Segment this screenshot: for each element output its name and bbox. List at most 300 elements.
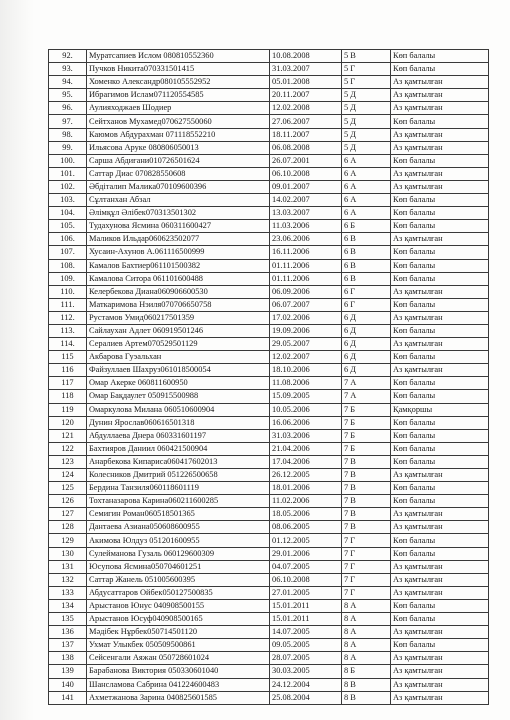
birth-date: 10.05.2006 (270, 403, 342, 416)
status-cell: Аз қамтылған (391, 560, 489, 573)
student-name-id: Пучков Никита070331501415 (87, 63, 270, 76)
student-name-id: Сейсенгали Аяжан 050728601024 (87, 652, 270, 665)
status-cell: Көп балалы (391, 207, 489, 220)
status-cell: Аз қамтылған (391, 167, 489, 180)
student-roster-table (48, 49, 489, 705)
table-row (49, 128, 489, 141)
status-cell: Көп балалы (391, 377, 489, 390)
class-cell: 6 А (342, 194, 391, 207)
status-cell: Көп балалы (391, 482, 489, 495)
class-cell: 6 А (342, 207, 391, 220)
birth-date: 26.12.2005 (270, 469, 342, 482)
row-number: 100. (49, 154, 87, 167)
row-number: 93. (49, 63, 87, 76)
birth-date: 09.01.2007 (270, 180, 342, 193)
status-cell: Аз қамтылған (391, 89, 489, 102)
row-number: 111. (49, 298, 87, 311)
student-name-id: Ахметжанова Зарина 040825601585 (87, 691, 270, 704)
table-row (49, 298, 489, 311)
status-cell: Көп балалы (391, 455, 489, 468)
table-row (49, 311, 489, 324)
birth-date: 04.07.2005 (270, 560, 342, 573)
class-cell: 6 Д (342, 351, 391, 364)
student-name-id: Шансламова Сабрина 041224600483 (87, 678, 270, 691)
student-name-id: Сайлаухан Адлет 060919501246 (87, 324, 270, 337)
student-name-id: Арыстанов Юнус 040908500155 (87, 599, 270, 612)
status-cell: Көп балалы (391, 50, 489, 63)
table-row (49, 115, 489, 128)
class-cell: 8 А (342, 639, 391, 652)
student-name-id: Әбдіталип Малика070109600396 (87, 180, 270, 193)
birth-date: 18.05.2006 (270, 508, 342, 521)
table-row (49, 194, 489, 207)
status-cell: Аз қамтылған (391, 102, 489, 115)
table-row (49, 63, 489, 76)
student-name-id: Маликов Ильдар060623502077 (87, 233, 270, 246)
status-cell: Аз қамтылған (391, 652, 489, 665)
class-cell: 7 Б (342, 416, 391, 429)
status-cell: Аз қамтылған (391, 364, 489, 377)
student-name-id: Маткаримова Нэиля070706650758 (87, 298, 270, 311)
table-row (49, 377, 489, 390)
birth-date: 31.03.2007 (270, 63, 342, 76)
birth-date: 09.05.2005 (270, 639, 342, 652)
row-number: 122 (49, 442, 87, 455)
status-cell: Аз қамтылған (391, 626, 489, 639)
birth-date: 28.07.2005 (270, 652, 342, 665)
student-name-id: Әлімқұл Әлібек070313501302 (87, 207, 270, 220)
status-cell: Көп балалы (391, 442, 489, 455)
status-cell: Аз қамтылған (391, 285, 489, 298)
table-row (49, 469, 489, 482)
class-cell: 6 В (342, 246, 391, 259)
row-number: 127 (49, 508, 87, 521)
student-name-id: Ильясова Аруке 080806050013 (87, 141, 270, 154)
row-number: 110. (49, 285, 87, 298)
row-number: 131 (49, 560, 87, 573)
row-number: 118 (49, 390, 87, 403)
student-name-id: Камалова Ситора 061101600488 (87, 272, 270, 285)
table-row (49, 220, 489, 233)
class-cell: 7 Б (342, 429, 391, 442)
status-cell: Аз қамтылған (391, 573, 489, 586)
table-row (49, 102, 489, 115)
class-cell: 7 Г (342, 573, 391, 586)
table-row (49, 573, 489, 586)
class-cell: 5 Д (342, 102, 391, 115)
status-cell: Аз қамтылған (391, 691, 489, 704)
student-name-id: Бердина Танзиля060118601119 (87, 482, 270, 495)
birth-date: 06.08.2008 (270, 141, 342, 154)
status-cell: Көп балалы (391, 613, 489, 626)
status-cell: Көп балалы (391, 220, 489, 233)
status-cell: Көп балалы (391, 534, 489, 547)
table-row (49, 547, 489, 560)
birth-date: 25.08.2004 (270, 691, 342, 704)
birth-date: 20.11.2007 (270, 89, 342, 102)
birth-date: 01.12.2005 (270, 534, 342, 547)
student-name-id: Аулияходжаев Шодиер (87, 102, 270, 115)
student-name-id: Каюмов Абдурахман 071118552210 (87, 128, 270, 141)
birth-date: 31.03.2006 (270, 429, 342, 442)
student-name-id: Сералиев Артем070529501129 (87, 338, 270, 351)
table-row (49, 416, 489, 429)
table-row (49, 639, 489, 652)
birth-date: 18.11.2007 (270, 128, 342, 141)
class-cell: 5 Д (342, 128, 391, 141)
roster-body (49, 50, 489, 705)
class-cell: 7 В (342, 521, 391, 534)
status-cell: Аз қамтылған (391, 678, 489, 691)
class-cell: 6 В (342, 259, 391, 272)
table-row (49, 508, 489, 521)
birth-date: 01.11.2006 (270, 272, 342, 285)
row-number: 105. (49, 220, 87, 233)
student-name-id: Абдуллаева Днера 060331601197 (87, 429, 270, 442)
status-cell: Көп балалы (391, 351, 489, 364)
status-cell: Көп балалы (391, 390, 489, 403)
class-cell: 7 В (342, 508, 391, 521)
row-number: 107. (49, 246, 87, 259)
table-row (49, 167, 489, 180)
student-name-id: Сарша Абдиғани010726501624 (87, 154, 270, 167)
table-row (49, 154, 489, 167)
status-cell: Аз қамтылған (391, 521, 489, 534)
table-row (49, 324, 489, 337)
row-number: 98. (49, 128, 87, 141)
row-number: 129 (49, 534, 87, 547)
row-number: 121 (49, 429, 87, 442)
table-row (49, 180, 489, 193)
table-row (49, 482, 489, 495)
class-cell: 8 А (342, 652, 391, 665)
row-number: 92. (49, 50, 87, 63)
birth-date: 14.02.2007 (270, 194, 342, 207)
class-cell: 7 Г (342, 586, 391, 599)
row-number: 117 (49, 377, 87, 390)
status-cell: Аз қамтылған (391, 128, 489, 141)
status-cell: Аз қамтылған (391, 508, 489, 521)
table-row (49, 285, 489, 298)
birth-date: 11.02.2006 (270, 495, 342, 508)
class-cell: 5 В (342, 50, 391, 63)
table-row (49, 233, 489, 246)
class-cell: 6 Г (342, 285, 391, 298)
status-cell: Көп балалы (391, 298, 489, 311)
student-name-id: Омар Акерке 060811600950 (87, 377, 270, 390)
class-cell: 6 А (342, 167, 391, 180)
student-name-id: Акбарова Гуэальхан (87, 351, 270, 364)
row-number: 134 (49, 599, 87, 612)
student-name-id: Абдусаттаров Ойбек050127500835 (87, 586, 270, 599)
row-number: 109. (49, 272, 87, 285)
table-row (49, 89, 489, 102)
class-cell: 8 В (342, 678, 391, 691)
row-number: 95. (49, 89, 87, 102)
student-name-id: Барабанова Виктория 050330601040 (87, 665, 270, 678)
status-cell: Көп балалы (391, 259, 489, 272)
birth-date: 30.03.2005 (270, 665, 342, 678)
table-row (49, 141, 489, 154)
birth-date: 16.06.2006 (270, 416, 342, 429)
class-cell: 7 А (342, 377, 391, 390)
row-number: 101. (49, 167, 87, 180)
class-cell: 7 Г (342, 560, 391, 573)
status-cell: Көп балалы (391, 154, 489, 167)
class-cell: 5 Г (342, 63, 391, 76)
class-cell: 7 Г (342, 547, 391, 560)
table-row (49, 586, 489, 599)
student-name-id: Сейтханов Мухамед070627550060 (87, 115, 270, 128)
row-number: 124 (49, 469, 87, 482)
birth-date: 06.10.2008 (270, 167, 342, 180)
table-row (49, 534, 489, 547)
student-name-id: Саттар Диас 070828550608 (87, 167, 270, 180)
table-row (49, 560, 489, 573)
birth-date: 15.01.2011 (270, 613, 342, 626)
class-cell: 7 А (342, 390, 391, 403)
row-number: 136 (49, 626, 87, 639)
student-name-id: Муратсапиев Ислом 080810552360 (87, 50, 270, 63)
birth-date: 06.07.2007 (270, 298, 342, 311)
student-name-id: Мәдібек Нұрбек050714501120 (87, 626, 270, 639)
class-cell: 8 В (342, 691, 391, 704)
row-number: 138 (49, 652, 87, 665)
birth-date: 05.01.2008 (270, 76, 342, 89)
status-cell: Көп балалы (391, 416, 489, 429)
row-number: 116 (49, 364, 87, 377)
student-name-id: Семигин Роман060518501365 (87, 508, 270, 521)
table-row (49, 364, 489, 377)
student-name-id: Дунин Ярослав060616501318 (87, 416, 270, 429)
student-name-id: Анарбекова Кипарисa060417602013 (87, 455, 270, 468)
birth-date: 18.10.2006 (270, 364, 342, 377)
birth-date: 08.06.2005 (270, 521, 342, 534)
status-cell: Аз қамтылған (391, 76, 489, 89)
table-row (49, 455, 489, 468)
student-name-id: Арыстанов Юсуф040908500165 (87, 613, 270, 626)
birth-date: 12.02.2008 (270, 102, 342, 115)
birth-date: 11.08.2006 (270, 377, 342, 390)
row-number: 132 (49, 573, 87, 586)
row-number: 120 (49, 416, 87, 429)
row-number: 112. (49, 311, 87, 324)
row-number: 123 (49, 455, 87, 468)
student-name-id: Колесников Дмитрий 051226500658 (87, 469, 270, 482)
birth-date: 01.11.2006 (270, 259, 342, 272)
row-number: 97. (49, 115, 87, 128)
table-row (49, 259, 489, 272)
row-number: 102. (49, 180, 87, 193)
table-row (49, 390, 489, 403)
birth-date: 27.01.2005 (270, 586, 342, 599)
birth-date: 27.06.2007 (270, 115, 342, 128)
student-name-id: Омаркулова Милана 060510600904 (87, 403, 270, 416)
table-row (49, 272, 489, 285)
class-cell: 6 А (342, 180, 391, 193)
birth-date: 18.01.2006 (270, 482, 342, 495)
status-cell: Аз қамтылған (391, 586, 489, 599)
table-row (49, 665, 489, 678)
birth-date: 10.08.2008 (270, 50, 342, 63)
row-number: 128 (49, 521, 87, 534)
status-cell: Қамқоршы (391, 403, 489, 416)
student-name-id: Файзуллаев Шахруз061018500054 (87, 364, 270, 377)
student-name-id: Ибрагимов Ислам071120554585 (87, 89, 270, 102)
row-number: 96. (49, 102, 87, 115)
student-name-id: Сұлтанхан Абзал (87, 194, 270, 207)
table-row (49, 652, 489, 665)
student-name-id: Камалов Бахтиер061101500382 (87, 259, 270, 272)
status-cell: Көп балалы (391, 324, 489, 337)
table-row (49, 50, 489, 63)
row-number: 135 (49, 613, 87, 626)
student-name-id: Юсупова Ясмина050704601251 (87, 560, 270, 573)
status-cell: Көп балалы (391, 272, 489, 285)
table-row (49, 442, 489, 455)
row-number: 113. (49, 324, 87, 337)
birth-date: 06.09.2006 (270, 285, 342, 298)
class-cell: 5 Г (342, 76, 391, 89)
class-cell: 8 А (342, 626, 391, 639)
class-cell: 7 Б (342, 403, 391, 416)
status-cell: Көп балалы (391, 639, 489, 652)
row-number: 139 (49, 665, 87, 678)
student-name-id: Сулейманова Гузаль 060129600309 (87, 547, 270, 560)
row-number: 114. (49, 338, 87, 351)
class-cell: 5 Д (342, 141, 391, 154)
class-cell: 7 В (342, 495, 391, 508)
status-cell: Аз қамтылған (391, 311, 489, 324)
row-number: 130 (49, 547, 87, 560)
class-cell: 6 Д (342, 338, 391, 351)
table-row (49, 613, 489, 626)
table-row (49, 351, 489, 364)
class-cell: 6 А (342, 154, 391, 167)
birth-date: 23.06.2006 (270, 233, 342, 246)
class-cell: 8 Б (342, 665, 391, 678)
class-cell: 7 Б (342, 442, 391, 455)
birth-date: 24.12.2004 (270, 678, 342, 691)
status-cell: Көп балалы (391, 246, 489, 259)
status-cell: Аз қамтылған (391, 469, 489, 482)
class-cell: 6 В (342, 233, 391, 246)
scan-edge-shadow (0, 0, 34, 720)
table-row (49, 626, 489, 639)
table-row (49, 678, 489, 691)
row-number: 140 (49, 678, 87, 691)
student-name-id: Тудахунова Ясмина 060311600427 (87, 220, 270, 233)
student-name-id: Хоменко Александр080105552952 (87, 76, 270, 89)
class-cell: 6 Д (342, 364, 391, 377)
birth-date: 06.10.2008 (270, 573, 342, 586)
birth-date: 17.02.2006 (270, 311, 342, 324)
student-name-id: Рустамов Умид060217501359 (87, 311, 270, 324)
student-name-id: Бахтияров Даниил 060421500904 (87, 442, 270, 455)
birth-date: 26.07.2001 (270, 154, 342, 167)
class-cell: 6 Б (342, 220, 391, 233)
row-number: 141 (49, 691, 87, 704)
table-row (49, 429, 489, 442)
class-cell: 7 Г (342, 534, 391, 547)
table-row (49, 521, 489, 534)
birth-date: 19.09.2006 (270, 324, 342, 337)
birth-date: 29.01.2006 (270, 547, 342, 560)
birth-date: 17.04.2006 (270, 455, 342, 468)
class-cell: 6 Д (342, 311, 391, 324)
student-name-id: Тохтаназарова Карина060211600285 (87, 495, 270, 508)
table-row (49, 207, 489, 220)
status-cell: Аз қамтылған (391, 180, 489, 193)
status-cell: Аз қамтылған (391, 338, 489, 351)
class-cell: 7 В (342, 482, 391, 495)
student-name-id: Келербекова Диана060906600530 (87, 285, 270, 298)
birth-date: 12.02.2007 (270, 351, 342, 364)
status-cell: Көп балалы (391, 599, 489, 612)
row-number: 133 (49, 586, 87, 599)
row-number: 94. (49, 76, 87, 89)
status-cell: Көп балалы (391, 115, 489, 128)
row-number: 99. (49, 141, 87, 154)
row-number: 125 (49, 482, 87, 495)
birth-date: 13.03.2007 (270, 207, 342, 220)
class-cell: 7 В (342, 455, 391, 468)
class-cell: 6 Г (342, 298, 391, 311)
row-number: 108. (49, 259, 87, 272)
table-row (49, 76, 489, 89)
row-number: 126 (49, 495, 87, 508)
student-name-id: Хусаин-Ахунов А.061116500999 (87, 246, 270, 259)
table-row (49, 495, 489, 508)
status-cell: Көп балалы (391, 194, 489, 207)
class-cell: 5 Д (342, 115, 391, 128)
class-cell: 7 В (342, 469, 391, 482)
status-cell: Аз қамтылған (391, 233, 489, 246)
birth-date: 15.01.2011 (270, 599, 342, 612)
table-row (49, 338, 489, 351)
status-cell: Аз қамтылған (391, 141, 489, 154)
student-name-id: Дантаева Азиана050608600955 (87, 521, 270, 534)
birth-date: 16.11.2006 (270, 246, 342, 259)
row-number: 119 (49, 403, 87, 416)
table-row (49, 691, 489, 704)
class-cell: 6 Д (342, 324, 391, 337)
row-number: 103. (49, 194, 87, 207)
table-row (49, 246, 489, 259)
row-number: 137 (49, 639, 87, 652)
birth-date: 21.04.2006 (270, 442, 342, 455)
class-cell: 5 Д (342, 89, 391, 102)
birth-date: 15.09.2005 (270, 390, 342, 403)
birth-date: 29.05.2007 (270, 338, 342, 351)
table-row (49, 599, 489, 612)
status-cell: Көп балалы (391, 495, 489, 508)
row-number: 104. (49, 207, 87, 220)
row-number: 106. (49, 233, 87, 246)
student-name-id: Ухмат Улыкбек 050509500861 (87, 639, 270, 652)
birth-date: 14.07.2005 (270, 626, 342, 639)
status-cell: Көп балалы (391, 63, 489, 76)
student-name-id: Саттар Жанель 051005600395 (87, 573, 270, 586)
class-cell: 8 А (342, 613, 391, 626)
status-cell: Көп балалы (391, 547, 489, 560)
table-row (49, 403, 489, 416)
student-name-id: Омар Бақдаулет 050915500988 (87, 390, 270, 403)
status-cell: Аз қамтылған (391, 665, 489, 678)
birth-date: 11.03.2006 (270, 220, 342, 233)
row-number: 115 (49, 351, 87, 364)
class-cell: 8 А (342, 599, 391, 612)
